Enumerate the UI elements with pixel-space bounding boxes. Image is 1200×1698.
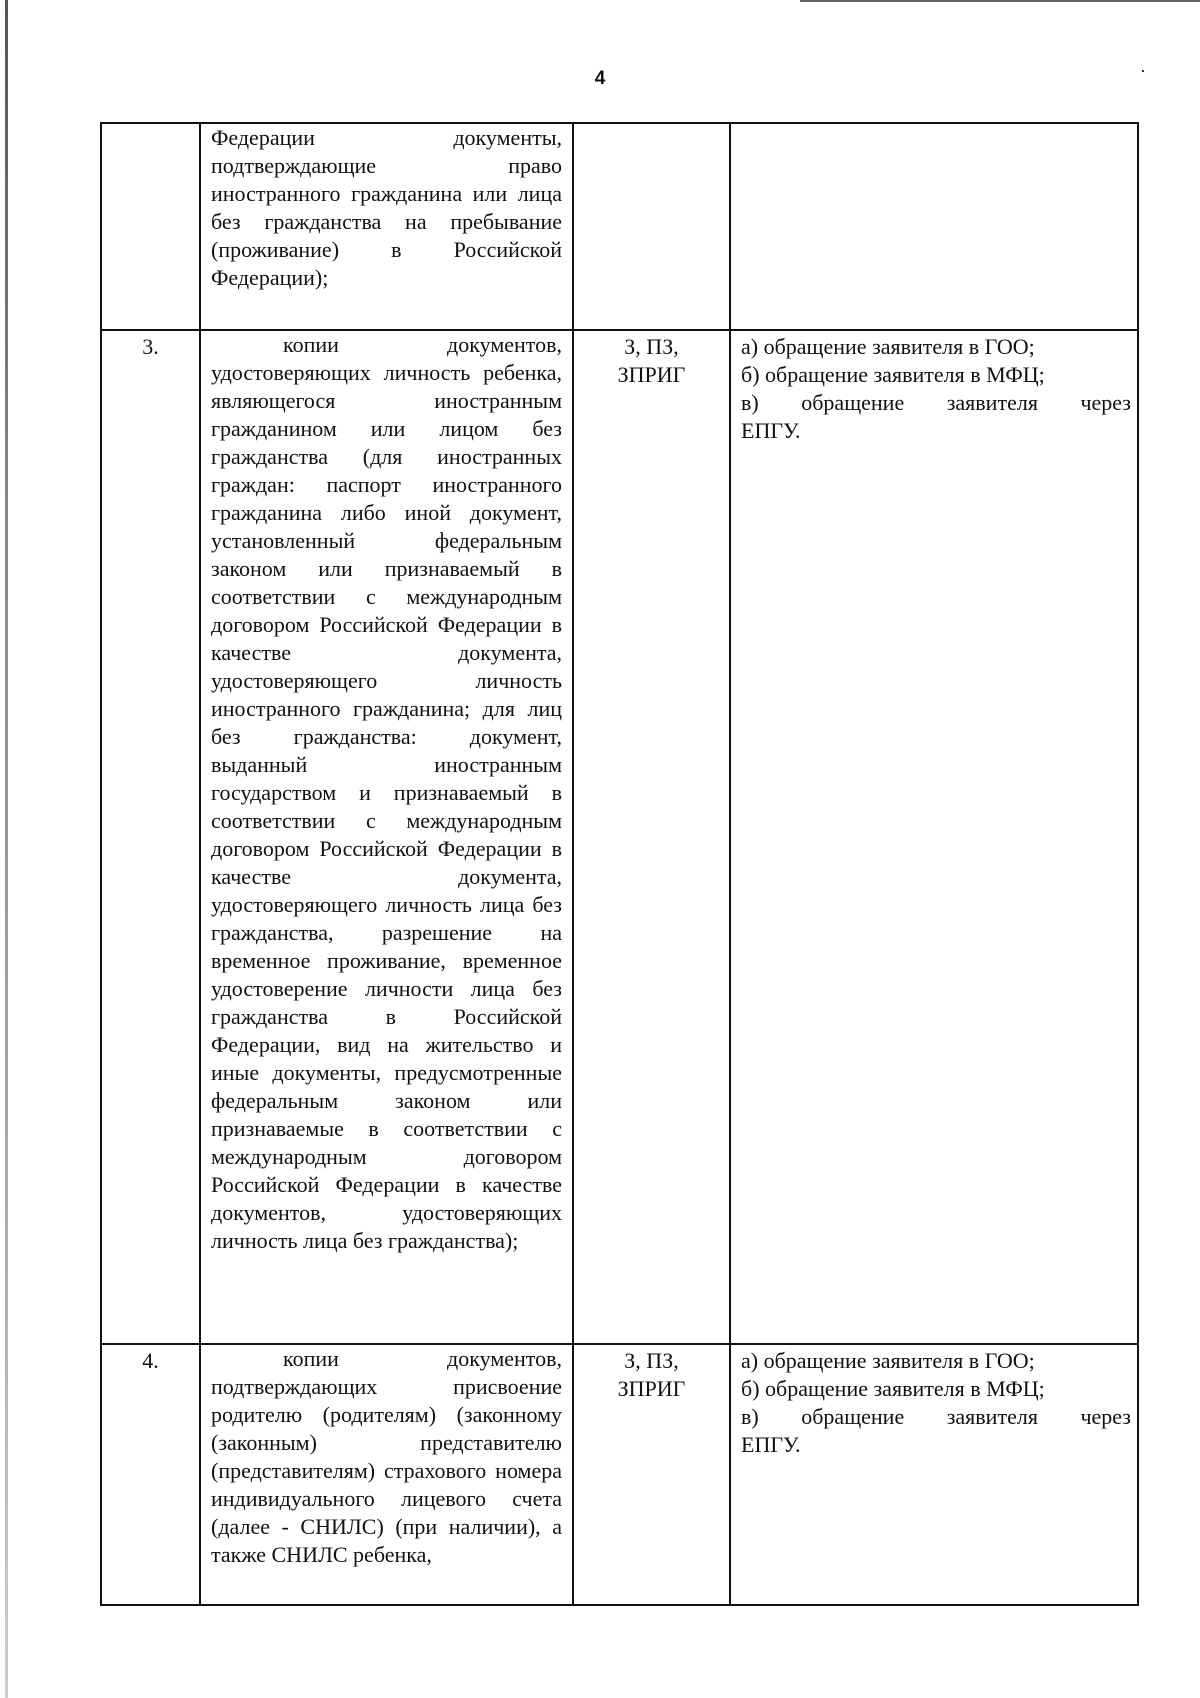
method-line: б) обращение заявителя в МФЦ; <box>741 1376 1045 1401</box>
description-text: копии документов, подтверждающих присвоение родителю (родителям) (законному (законным) представителю (представителям) страхового номера индивидуального лицевого счета (далее - СНИЛС) (при наличии), а также СНИЛС ребенка, <box>211 1346 562 1567</box>
codes-line: З, ПЗ, <box>624 1348 679 1373</box>
row-description <box>200 123 573 330</box>
description-text: копии документов, удостоверяющих личность ребенка, являющегося иностранным гражданином или лицом без гражданства (для иностранных граждан: паспорт иностранного гражданина либо иной документ, установленный федеральным законом или признаваемый в соответствии с международным договором Российской Федерации в качестве документа, удостоверяющего личность иностранного гражданина; для лиц без гражданства: документ, выданный иностранным государством и признаваемый в соответствии с международным договором Российской Федерации в качестве документа, удостоверяющего личность лица без гражданства, разрешение на временное проживание, временное удостоверение личности лица без гражданства в Российской Федерации, вид на жительство и иные документы, предусмотренные федеральным законом или признаваемые в соответствии с международным договором Российской Федерации в качестве документов, удостоверяющих личность лица без гражданства); <box>211 332 562 1253</box>
method-line: в) обращение заявителя через <box>741 1404 1131 1429</box>
table-row <box>101 1344 1138 1605</box>
row-codes <box>573 1344 730 1605</box>
page-top-line <box>800 0 1200 2</box>
description-text: Федерации документы, подтверждающие право иностранного гражданина или лица без гражданства на пребывание (проживание) в Российской Федерации); <box>211 125 562 290</box>
codes-line: ЗПРИГ <box>617 362 686 387</box>
row-number: 4. <box>101 1344 200 1605</box>
method-line: ЕПГУ. <box>741 418 801 443</box>
row-codes <box>573 123 730 330</box>
row-methods <box>730 330 1138 1344</box>
page-left-edge <box>5 0 8 1698</box>
method-line: б) обращение заявителя в МФЦ; <box>741 362 1045 387</box>
method-line: ЕПГУ. <box>741 1432 801 1457</box>
table-row <box>101 330 1138 1344</box>
row-number: 3. <box>101 330 200 1344</box>
codes-line: З, ПЗ, <box>624 334 679 359</box>
document-table <box>100 122 1139 1606</box>
page-number: 4 <box>594 68 606 89</box>
method-line: в) обращение заявителя через <box>741 390 1131 415</box>
method-line: а) обращение заявителя в ГОО; <box>741 334 1035 359</box>
row-number <box>101 123 200 330</box>
row-methods <box>730 123 1138 330</box>
row-codes <box>573 330 730 1344</box>
method-line: а) обращение заявителя в ГОО; <box>741 1348 1035 1373</box>
row-description <box>200 1344 573 1605</box>
codes-line: ЗПРИГ <box>617 1376 686 1401</box>
table-row <box>101 123 1138 330</box>
row-description <box>200 330 573 1344</box>
row-methods <box>730 1344 1138 1605</box>
